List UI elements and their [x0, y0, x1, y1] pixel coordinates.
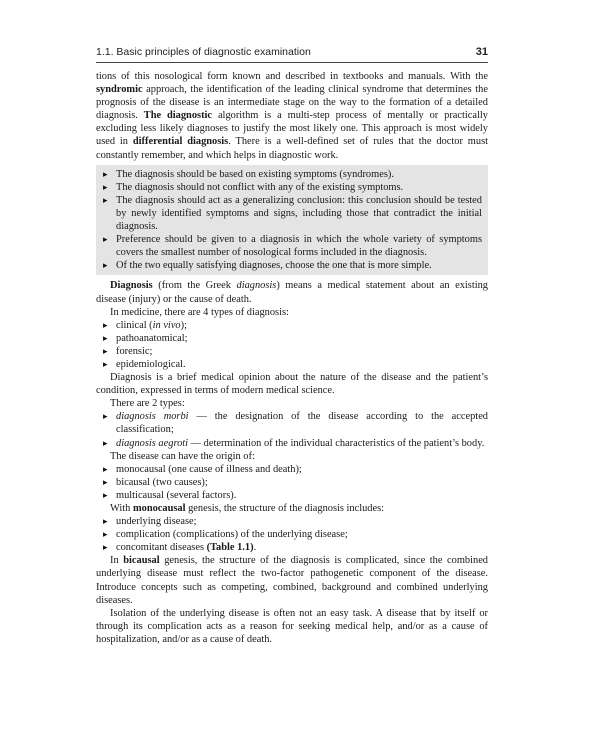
list-item: ▸ bicausal (two causes);	[96, 476, 488, 489]
text-run: With	[110, 503, 133, 514]
rules-list	[102, 168, 482, 273]
bold-term: monocausal	[132, 503, 186, 514]
list-item: ▸ Preference should be given to a diagnosis in which the whole variety of symptoms covers the smallest number of nosological forms included in the diagnosis.	[102, 233, 482, 259]
bold-term: syndromic	[96, 84, 143, 96]
list-item: ▸ The diagnosis should be based on existing symptoms (syndromes).	[102, 168, 482, 181]
header-rule	[96, 62, 488, 63]
text-run: . There is a well-defined set of rules that the doctor must constantly remember, and which helps in diagnostic work.	[96, 136, 488, 161]
diagnosis-definition	[96, 279, 488, 305]
text-run: clinical (	[116, 319, 153, 331]
text-run: In	[110, 555, 124, 567]
brief-opinion-paragraph: Diagnosis is a brief medical opinion about the nature of the disease and the patient’s condition, expressed in terms of modern medical science.	[96, 372, 488, 397]
list-item	[96, 541, 488, 554]
text-run: .	[253, 542, 257, 554]
monocausal-intro	[96, 502, 488, 515]
list-item: ▸ underlying disease;	[96, 515, 488, 528]
bicausal-paragraph	[96, 554, 488, 606]
table-reference: (Table 1.1)	[206, 542, 254, 554]
list-item: ▸ epidemiological.	[96, 358, 488, 371]
text-run: ) means a medical statement about an existing disease (injury) or the cause of death.	[96, 280, 488, 305]
intro-paragraph	[96, 70, 488, 162]
italic-term: in vivo	[152, 319, 181, 331]
list-item: ▸ pathoanatomical;	[96, 332, 488, 345]
text-run: genesis, the structure of the diagnosis is complicated, since the combined underlying disease must reflect the two-factor pathogenetic component of the disease. Introduce concepts such as competing, combined, background and combined underlying diseases.	[96, 555, 488, 606]
text-run: — the designation of the disease according to the accepted classification;	[116, 411, 489, 436]
list-item: ▸ The diagnosis should not conflict with any of the existing symptoms.	[102, 181, 482, 194]
text-run: algorithm is a multi-step process of mentally or practically excluding less likely diagnoses to justify the most likely one. This approach is most widely used in	[96, 110, 488, 148]
list-item: ▸ forensic;	[96, 345, 488, 358]
running-header	[96, 46, 488, 58]
text-run: genesis, the structure of the diagnosis includes:	[185, 503, 385, 514]
types2-list	[96, 410, 488, 449]
origin-intro: The disease can have the origin of:	[110, 450, 255, 462]
section-title: 1.1. Basic principles of diagnostic examination	[96, 46, 311, 58]
list-item	[96, 437, 488, 450]
text-run: concomitant diseases	[116, 542, 207, 554]
text-run: approach, the identification of the leading clinical syndrome that determines the prognosis of the disease is an intermediate stage on the way to the formation of a detailed diagnosis.	[96, 84, 488, 122]
bold-term: The diagnostic	[143, 110, 213, 122]
last-paragraph: Isolation of the underlying disease is often not an easy task. A disease that by itself or through its complication acts as a reason for seeking medical help, and/or as a cause of hospitalization, and/or as a cause of death.	[96, 607, 488, 645]
list-item: ▸ monocausal (one cause of illness and death);	[96, 463, 488, 476]
page-number: 31	[475, 46, 488, 58]
list-item	[96, 319, 488, 332]
page-body	[96, 70, 488, 646]
origin-list	[96, 463, 488, 502]
italic-term: diagnosis	[236, 280, 277, 292]
italic-term: diagnosis morbi	[116, 411, 189, 423]
list-item: ▸ multicausal (several factors).	[96, 489, 488, 502]
text-run: );	[180, 319, 187, 331]
text-run: (from the Greek	[152, 280, 237, 292]
italic-term: diagnosis aegroti	[116, 437, 189, 449]
types4-list	[96, 319, 488, 371]
types4-intro: In medicine, there are 4 types of diagnosis:	[110, 306, 289, 318]
text-run: tions of this nosological form known and described in textbooks and manuals. With the	[96, 71, 488, 82]
list-item	[96, 410, 488, 436]
text-run: — determination of the individual characteristics of the patient’s body.	[188, 437, 485, 449]
structure-list	[96, 515, 488, 554]
types2-intro: There are 2 types:	[110, 398, 185, 410]
bold-term: Diagnosis	[110, 280, 153, 292]
bold-term: bicausal	[123, 555, 160, 567]
list-item: ▸ The diagnosis should act as a generalizing conclusion: this conclusion should be tested by newly identified symptoms and signs, including those that contradict the initial diagnosis.	[102, 194, 482, 233]
list-item: ▸ complication (complications) of the underlying disease;	[96, 528, 488, 541]
list-item: ▸ Of the two equally satisfying diagnoses, choose the one that is more simple.	[102, 259, 482, 272]
rules-box	[96, 165, 488, 276]
bold-term: differential diagnosis	[132, 136, 229, 148]
